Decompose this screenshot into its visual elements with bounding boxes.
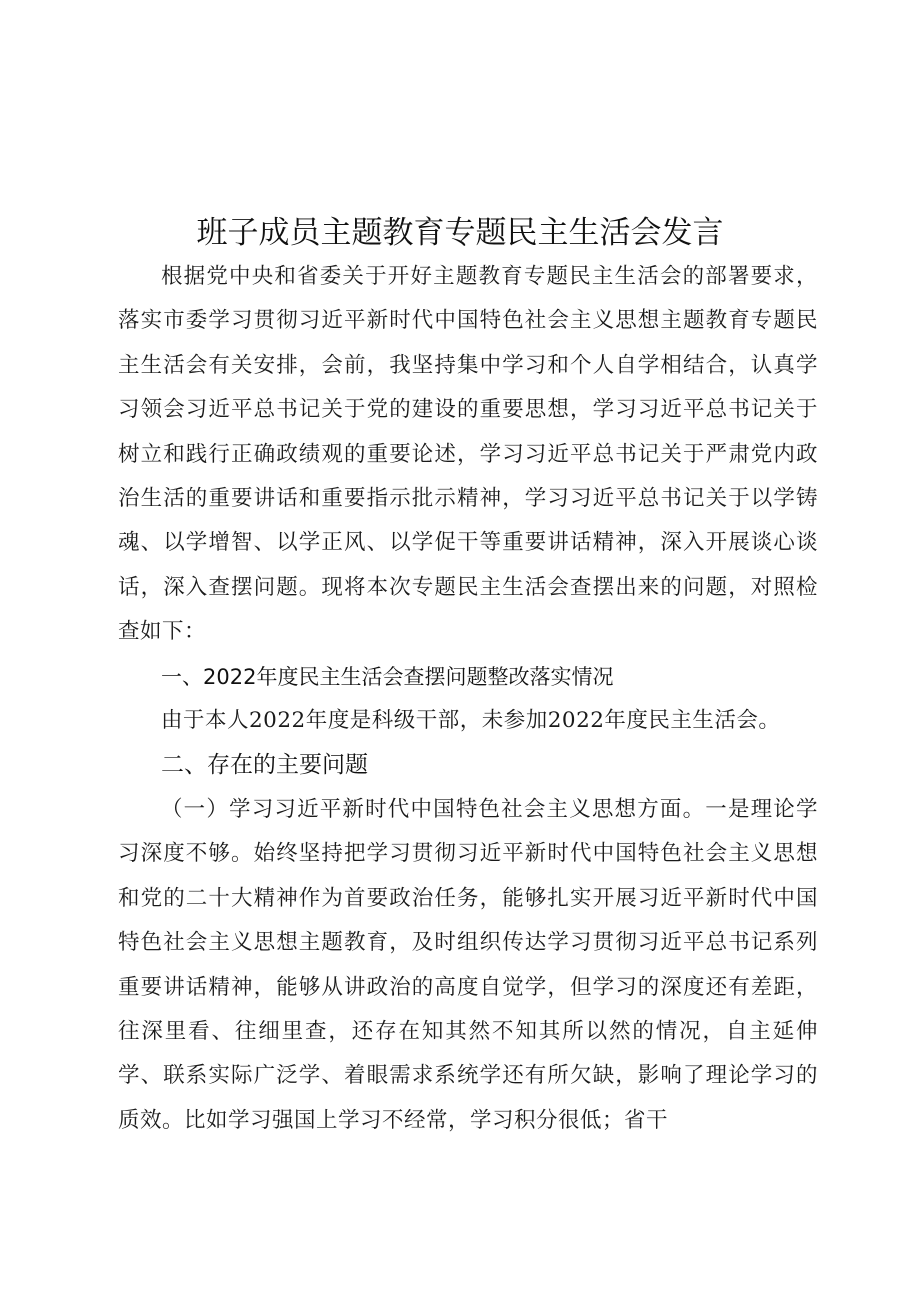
intro-paragraph: 根据党中央和省委关于开好主题教育专题民主生活会的部署要求，落实市委学习贯彻习近平新时代中国特色社会主义思想主题教育专题民主生活会有关安排，会前，我坚持集中学习和个人自学相结合，认真学习领会习近平总书记关于党的建设的重要思想，学习习近平总书记关于树立和践行正确政绩观的重要论述，学习习近平总书记关于严肃党内政治生活的重要讲话和重要指示批示精神，学习习近平总书记关于以学铸魂、以学增智、以学正风、以学促干等重要讲话精神，深入开展谈心谈话，深入查摆问题。现将本次专题民主生活会查摆出来的问题，对照检查如下： xyxy=(118,264,818,645)
document-title: 班子成员主题教育专题民主生活会发言 xyxy=(196,214,724,251)
section-2-paragraph: （一）学习习近平新时代中国特色社会主义思想方面。一是理论学习深度不够。始终坚持把学习贯彻习近平新时代中国特色社会主义思想和党的二十大精神作为首要政治任务，能够扎实开展习近平新时代中国特色社会主义思想主题教育，及时组织传达学习贯彻习近平总书记系列重要讲话精神，能够从讲政治的高度自觉学，但学习的深度还有差距，往深里看、往细里查，还存在知其然不知其所以然的情况，自主延伸学、联系实际广泛学、着眼需求系统学还有所欠缺，影响了理论学习的质效。比如学习强国上学习不经常，学习积分很低；省干 xyxy=(118,796,818,1133)
section-1-paragraph: 由于本人2022年度是科级干部，未参加2022年度民主生活会。 xyxy=(161,708,781,734)
document-body xyxy=(118,255,818,1143)
section-1-heading: 一、2022年度民主生活会查摆问题整改落实情况 xyxy=(161,664,614,689)
section-2-heading: 二、存在的主要问题 xyxy=(161,752,368,779)
